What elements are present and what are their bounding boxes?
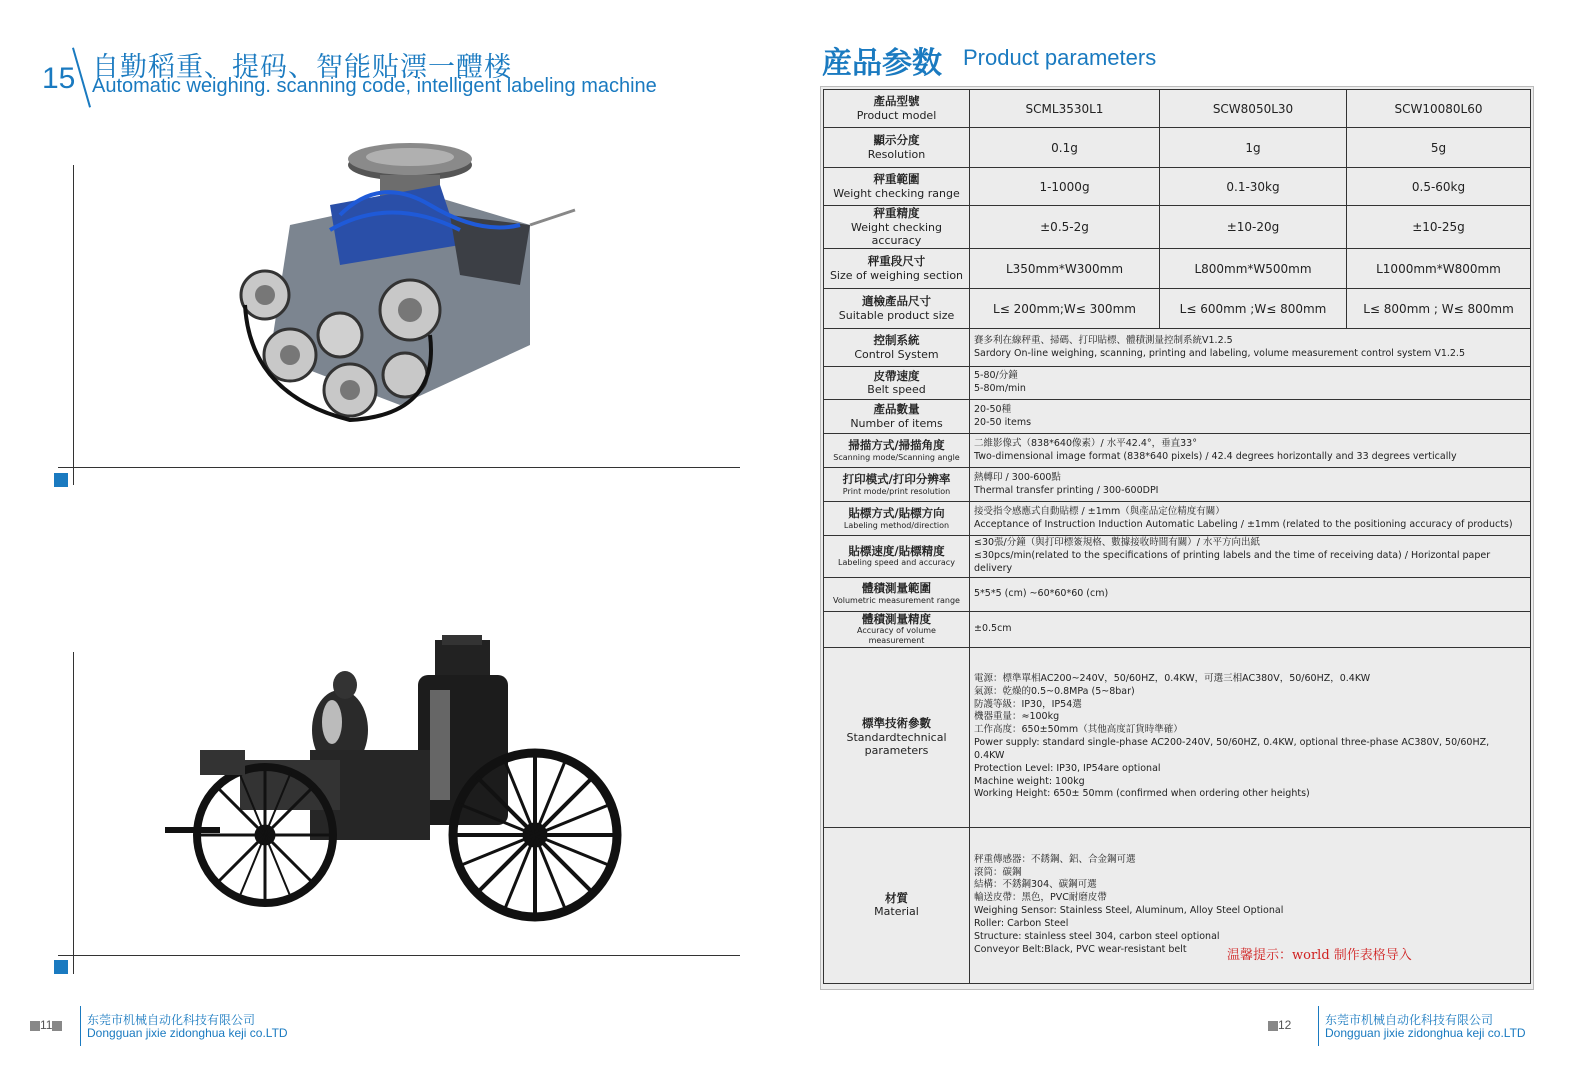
param-value: 5g xyxy=(1347,128,1531,168)
param-line: Conveyor Belt:Black, PVC wear-resistant belt xyxy=(974,943,1187,955)
param-wide-value xyxy=(970,577,1531,611)
param-line: Weighing Sensor: Stainless Steel, Aluminum, Alloy Steel Optional xyxy=(974,905,1284,917)
param-line: 工作高度：650±50mm（其他高度訂貨時準確） xyxy=(974,724,1183,736)
param-value: L≤ 800mm ; W≤ 800mm xyxy=(1347,289,1531,329)
param-label-en: Volumetric measurement range xyxy=(833,596,960,606)
param-line: ±0.5cm xyxy=(974,622,1012,634)
param-value: 1g xyxy=(1160,128,1347,168)
param-label xyxy=(824,400,970,434)
param-row xyxy=(824,128,1531,168)
param-label xyxy=(824,90,970,128)
param-row xyxy=(824,168,1531,206)
param-line: 秤重傳感器：不銹鋼、鋁、合金鋼可選 xyxy=(974,853,1136,865)
page-number-right xyxy=(1268,1018,1291,1032)
param-row xyxy=(824,289,1531,329)
param-value: ±10-20g xyxy=(1160,206,1347,249)
param-label xyxy=(824,468,970,502)
param-value: 0.1g xyxy=(970,128,1160,168)
fire-engine-image xyxy=(160,630,630,930)
param-label-cn: 產品型號 xyxy=(873,94,920,108)
param-line: Machine weight: 100kg xyxy=(974,775,1085,787)
param-value: SCML3530L1 xyxy=(970,90,1160,128)
param-label xyxy=(824,577,970,611)
param-line: 熱轉印 / 300-600點 xyxy=(974,471,1061,483)
param-label xyxy=(824,827,970,983)
param-line: 5-80/分鐘 xyxy=(974,370,1018,382)
param-line: Two-dimensional image format (838*640 pixels) / 42.4 degrees horizontally and 33 degrees vertically xyxy=(974,450,1457,462)
param-label-cn: 材質 xyxy=(885,890,908,905)
param-line: Power supply: standard single-phase AC200-240V, 50/60HZ, 0.4KW, optional three-phase AC380V, 50/60HZ, xyxy=(974,737,1490,749)
param-label xyxy=(824,434,970,468)
param-label-en: Standardtechnical parameters xyxy=(846,730,947,757)
param-wide-value xyxy=(970,400,1531,434)
param-label-en: Accuracy of volume measurement xyxy=(857,626,936,645)
page-number-right-text: 12 xyxy=(1278,1018,1292,1032)
frame-horizontal-line-2 xyxy=(58,955,740,956)
param-label-cn: 秤重精度 xyxy=(873,206,920,220)
param-line: Working Height: 650± 50mm (confirmed when ordering other heights) xyxy=(974,788,1310,800)
param-line: ≤30pcs/min(related to the specifications of printing labels and the time of receiving data) / Horizontal paper delivery xyxy=(974,549,1491,574)
param-wide-value xyxy=(970,502,1531,536)
param-label xyxy=(824,128,970,168)
company-name-cn-right: 东莞市机械自动化科技有限公司 xyxy=(1325,1013,1494,1027)
param-label-en: Control System xyxy=(854,347,939,361)
param-row-wide xyxy=(824,367,1531,400)
param-line: 氣源：乾燥的0.5~0.8MPa (5~8bar) xyxy=(974,685,1135,697)
param-row-wide xyxy=(824,468,1531,502)
param-value: ±10-25g xyxy=(1347,206,1531,249)
page-number-left xyxy=(30,1018,62,1032)
param-row-wide xyxy=(824,827,1531,983)
param-wide-value xyxy=(970,468,1531,502)
param-value: L350mm*W300mm xyxy=(970,249,1160,289)
param-value: 0.5-60kg xyxy=(1347,168,1531,206)
param-line: 結構：不銹鋼304、碳鋼可選 xyxy=(974,879,1097,891)
params-title-cn: 産品参数 xyxy=(822,46,942,81)
param-label-en: Weight checking range xyxy=(833,186,960,200)
param-label-en: Belt speed xyxy=(867,383,926,397)
param-label-en: Number of items xyxy=(850,416,943,430)
param-line: 5-80m/min xyxy=(974,383,1026,395)
company-name-en-right: Dongguan jixie zidonghua keji co.LTD xyxy=(1325,1026,1526,1040)
param-value: SCW10080L60 xyxy=(1347,90,1531,128)
param-label-cn: 體積測量精度 xyxy=(862,611,931,626)
engine-image xyxy=(230,135,590,430)
param-line: 機器重量：≈100kg xyxy=(974,711,1060,723)
parameter-sheet xyxy=(820,86,1534,990)
param-label-en: Scanning mode/Scanning angle xyxy=(833,452,960,462)
param-label-cn: 貼標速度/貼標精度 xyxy=(848,543,945,558)
page-marker-left-b xyxy=(52,1021,62,1031)
param-value: 0.1-30kg xyxy=(1160,168,1347,206)
param-label xyxy=(824,329,970,367)
company-name-cn-left: 东莞市机械自动化科技有限公司 xyxy=(87,1013,256,1027)
param-row xyxy=(824,90,1531,128)
param-label-cn: 控制系統 xyxy=(873,333,920,348)
param-label-en: Weight checking accuracy xyxy=(850,220,943,247)
param-label-en: Labeling speed and accuracy xyxy=(838,558,955,568)
param-row-wide xyxy=(824,536,1531,577)
footer-divider-left xyxy=(80,1006,81,1046)
param-wide-value xyxy=(970,434,1531,468)
param-line: Sardory On-line weighing, scanning, printing and labeling, volume measurement control system V1.2.5 xyxy=(974,347,1465,359)
param-wide-value xyxy=(970,611,1531,647)
parameters-table xyxy=(823,89,1531,984)
param-label-cn: 產品數量 xyxy=(873,402,920,417)
param-line: 20-50種 xyxy=(974,403,1012,415)
param-row-wide xyxy=(824,611,1531,647)
param-label xyxy=(824,367,970,400)
param-row-wide xyxy=(824,434,1531,468)
param-label xyxy=(824,206,970,249)
param-label-cn: 掃描方式/掃描角度 xyxy=(848,437,945,452)
param-line: 電源：標準單相AC200~240V，50/60HZ，0.4KW，可選三相AC380V，50/60HZ，0.4KW xyxy=(974,673,1371,685)
param-line: 5*5*5 (cm) ~60*60*60 (cm) xyxy=(974,587,1109,599)
param-row-wide xyxy=(824,577,1531,611)
param-line: Protection Level: IP30, IP54are optional xyxy=(974,762,1161,774)
param-label xyxy=(824,168,970,206)
page-title-cn: 自勤稻重、提码、智能贴漂一醴楼 xyxy=(92,52,512,83)
param-line: ≤30張/分鐘（與打印標簽規格、數據接收時間有關）/ 水平方向出紙 xyxy=(974,537,1260,549)
param-line: Acceptance of Instruction Induction Automatic Labeling / ±1mm (related to the positioning accuracy of products) xyxy=(974,518,1513,530)
param-label-cn: 標準技術參數 xyxy=(862,716,931,730)
param-value: 1-1000g xyxy=(970,168,1160,206)
param-line: 20-50 items xyxy=(974,416,1032,428)
param-row-wide xyxy=(824,647,1531,827)
blue-marker-1 xyxy=(54,473,68,487)
param-label-en: Suitable product size xyxy=(838,308,955,322)
param-value: SCW8050L30 xyxy=(1160,90,1347,128)
param-wide-value xyxy=(970,329,1531,367)
param-line: Thermal transfer printing / 300-600DPI xyxy=(974,484,1159,496)
page-marker-right xyxy=(1268,1021,1278,1031)
param-label-cn: 打印模式/打印分辨率 xyxy=(842,471,951,486)
param-label-en: Print mode/print resolution xyxy=(842,486,951,496)
param-label-cn: 秤重段尺寸 xyxy=(867,254,926,269)
frame-vertical-line-1 xyxy=(73,165,74,485)
param-line: 0.4KW xyxy=(974,749,1005,761)
param-line: Roller: Carbon Steel xyxy=(974,917,1069,929)
param-label-en: Resolution xyxy=(867,147,926,161)
param-wide-value xyxy=(970,367,1531,400)
param-label-cn: 秤重範圍 xyxy=(873,172,920,186)
param-label xyxy=(824,502,970,536)
param-label-cn: 適檢產品尺寸 xyxy=(862,294,931,309)
param-label-en: Product model xyxy=(856,108,937,122)
footer-divider-right xyxy=(1318,1006,1319,1046)
param-value: L800mm*W500mm xyxy=(1160,249,1347,289)
param-value: L1000mm*W800mm xyxy=(1347,249,1531,289)
param-line: 賽多利在線秤重、掃碼、打印貼標、體積測量控制系統V1.2.5 xyxy=(974,334,1233,346)
param-wide-value xyxy=(970,536,1531,577)
param-line: 接受指令感應式自動貼標 / ±1mm（與產品定位精度有關） xyxy=(974,505,1225,517)
param-row-wide xyxy=(824,400,1531,434)
param-label xyxy=(824,536,970,577)
company-name-en-left: Dongguan jixie zidonghua keji co.LTD xyxy=(87,1026,288,1040)
param-label xyxy=(824,647,970,827)
page-title-en: Automatic weighing. scanning code, intelligent labeling machine xyxy=(92,75,657,97)
param-line: 防護等級：IP30，IP54選 xyxy=(974,698,1082,710)
frame-vertical-line-2 xyxy=(73,652,74,974)
param-wide-value xyxy=(970,647,1531,827)
params-title-en: Product parameters xyxy=(963,45,1157,70)
param-label xyxy=(824,289,970,329)
param-label-en: Material xyxy=(874,905,919,919)
param-label xyxy=(824,249,970,289)
param-value: L≤ 200mm;W≤ 300mm xyxy=(970,289,1160,329)
param-row-wide xyxy=(824,329,1531,367)
frame-horizontal-line-1 xyxy=(58,467,740,468)
param-label-cn: 貼標方式/貼標方向 xyxy=(848,505,945,520)
param-row xyxy=(824,249,1531,289)
param-label-cn: 皮帶速度 xyxy=(873,368,920,383)
blue-marker-2 xyxy=(54,960,68,974)
param-label-cn: 顯示分度 xyxy=(873,133,920,147)
param-value: L≤ 600mm ;W≤ 800mm xyxy=(1160,289,1347,329)
section-number: 15 xyxy=(42,62,76,95)
page-marker-left-a xyxy=(30,1021,40,1031)
param-line: Structure: stainless steel 304, carbon steel optional xyxy=(974,930,1220,942)
param-label-en: Labeling method/direction xyxy=(843,520,950,530)
param-row-wide xyxy=(824,502,1531,536)
param-label-cn: 體積測量範圍 xyxy=(862,581,931,596)
param-value: ±0.5-2g xyxy=(970,206,1160,249)
param-line: 輸送皮帶：黑色，PVC耐磨皮帶 xyxy=(974,892,1107,904)
param-line: 滾筒：碳鋼 xyxy=(974,866,1022,878)
param-row xyxy=(824,206,1531,249)
param-label xyxy=(824,611,970,647)
param-line: 二維影像式（838*640像素）/ 水平42.4°，垂直33° xyxy=(974,437,1197,449)
page-number-left-text: 11 xyxy=(40,1018,53,1032)
tip-note: 温馨提示：world 制作表格导入 xyxy=(1227,948,1412,963)
param-label-en: Size of weighing section xyxy=(829,268,964,282)
